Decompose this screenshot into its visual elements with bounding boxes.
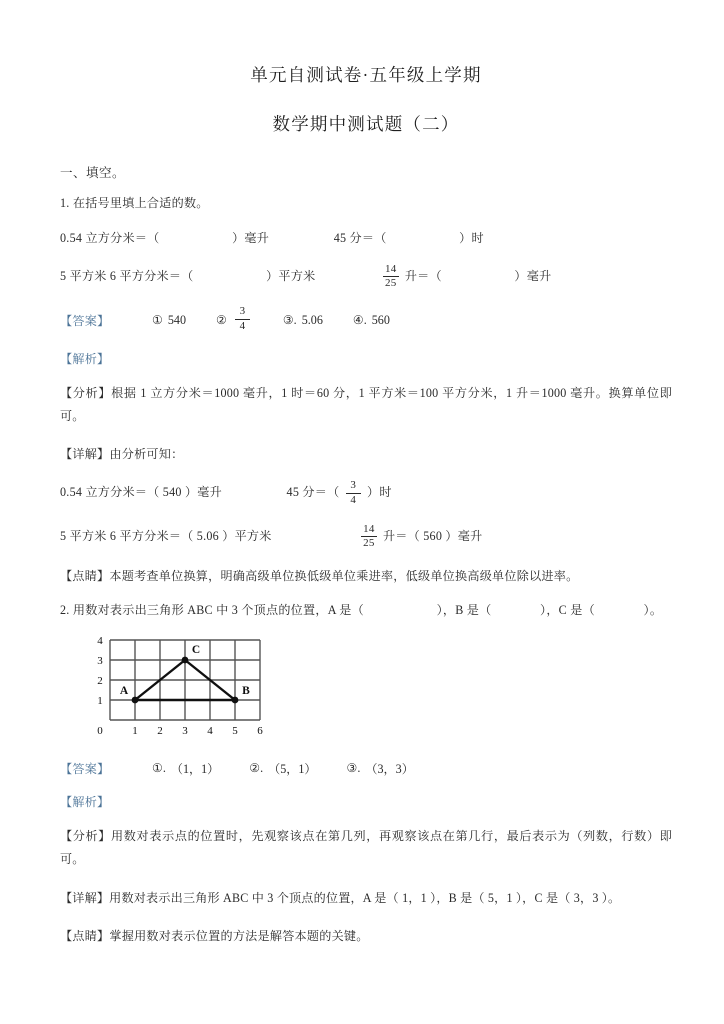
q1-l2-a-end: ）平方米 bbox=[266, 269, 316, 284]
answer-item bbox=[249, 760, 316, 777]
x-tick-1: 1 bbox=[132, 724, 138, 737]
answer-item bbox=[347, 760, 414, 777]
question-2-solution: 【详解】用数对表示出三角形 ABC 中 3 个顶点的位置，A 是（ 1，1 ），B 是（ 5，1 ），C 是（ 3，3 ）。 bbox=[60, 890, 621, 905]
answer-value: 5.06 bbox=[301, 312, 323, 327]
answer-index: ②. bbox=[249, 760, 264, 775]
x-tick-5: 5 bbox=[232, 724, 238, 737]
q1-sol-l1-b: 45 分＝（ bbox=[286, 485, 340, 500]
vertex-label-b: B bbox=[242, 684, 250, 697]
page-title-main: 单元自测试卷·五年级上学期 bbox=[250, 65, 482, 85]
x-tick-6: 6 bbox=[257, 724, 263, 737]
analysis-label: 【解析】 bbox=[60, 794, 110, 809]
q1-l2-a: 5 平方米 6 平方分米＝（ bbox=[60, 269, 194, 284]
section-heading: 一、填空。 bbox=[60, 166, 125, 180]
answer-value: 540 bbox=[167, 312, 186, 327]
vertex-label-a: A bbox=[119, 684, 129, 697]
fraction-denominator: 4 bbox=[350, 493, 357, 506]
answer-item bbox=[283, 313, 323, 328]
q2-prompt-end: ）。 bbox=[643, 603, 663, 618]
question-1-analysis: 【分析】根据 1 立方分米＝1000 毫升，1 时＝60 分，1 平方米＝100 平方分米，1 升＝1000 毫升。换算单位即可。 bbox=[60, 385, 672, 424]
vertex-point-b bbox=[232, 696, 239, 703]
answer-value: （5，1） bbox=[268, 761, 317, 776]
coordinate-grid-figure bbox=[82, 634, 282, 742]
y-tick-3: 3 bbox=[97, 654, 103, 667]
answer-item bbox=[216, 307, 253, 334]
question-1-prompt-text: 在括号里填上合适的数。 bbox=[72, 196, 209, 210]
q1-l1-a: 0.54 立方分米＝（ bbox=[60, 230, 160, 245]
q2-prompt-b: ），B 是（ bbox=[436, 603, 492, 618]
question-1-prompt bbox=[60, 195, 672, 213]
fraction-3-4 bbox=[235, 306, 250, 333]
answer-index: ③. bbox=[282, 312, 297, 327]
y-tick-1: 1 bbox=[97, 694, 103, 707]
question-1-solution-head: 【详解】由分析可知： bbox=[60, 446, 184, 461]
vertex-point-c bbox=[182, 656, 189, 663]
fraction-numerator: 14 bbox=[385, 262, 397, 275]
question-1-blank-line-2 bbox=[60, 264, 672, 291]
question-1-blank-line-1 bbox=[60, 230, 672, 248]
q1-l1-b-end: ）时 bbox=[459, 230, 484, 245]
answer-item bbox=[353, 313, 390, 328]
question-1-solution-line-1 bbox=[60, 480, 672, 507]
answer-item bbox=[152, 313, 186, 328]
q1-l2-b: 升＝（ bbox=[404, 269, 442, 284]
x-tick-4: 4 bbox=[207, 724, 213, 737]
answer-index: ④. bbox=[352, 312, 367, 327]
q1-sol-l1-b-end: ）时 bbox=[367, 485, 392, 500]
question-2-figure-wrap bbox=[60, 634, 672, 744]
question-2-prompt bbox=[60, 602, 672, 620]
fraction-numerator: 3 bbox=[239, 305, 246, 318]
fraction-denominator: 25 bbox=[363, 537, 375, 550]
analysis-label: 【解析】 bbox=[60, 351, 110, 366]
fraction-denominator: 4 bbox=[239, 320, 246, 333]
question-1-solution-line-2 bbox=[60, 524, 672, 551]
fraction-numerator: 3 bbox=[350, 478, 357, 491]
q2-prompt-c: ），C 是（ bbox=[540, 603, 595, 618]
answer-label: 【答案】 bbox=[60, 761, 110, 776]
fraction-14-25 bbox=[361, 524, 377, 551]
answer-index: ③. bbox=[346, 760, 361, 775]
answer-value: （3，3） bbox=[365, 761, 414, 776]
q1-l1-a-end: ）毫升 bbox=[232, 230, 270, 245]
y-tick-4: 4 bbox=[97, 634, 103, 647]
question-2-tip: 【点睛】掌握用数对表示位置的方法是解答本题的关键。 bbox=[60, 928, 369, 943]
fraction-numerator: 14 bbox=[363, 522, 375, 535]
q1-sol-l2-b: 升＝（ 560 ）毫升 bbox=[382, 529, 483, 544]
vertex-point-a bbox=[132, 696, 139, 703]
vertex-label-c: C bbox=[191, 643, 201, 656]
answer-index: ① bbox=[152, 312, 163, 327]
x-tick-2: 2 bbox=[157, 724, 163, 737]
q1-l2-b-end: ）毫升 bbox=[514, 269, 552, 284]
question-2-answer-row bbox=[60, 760, 672, 777]
q1-sol-l1-a: 0.54 立方分米＝（ 540 ）毫升 bbox=[60, 485, 222, 500]
page-title-sub: 数学期中测试题（二） bbox=[272, 114, 460, 134]
answer-label: 【答案】 bbox=[60, 313, 110, 328]
question-1-number: 1. bbox=[60, 196, 70, 210]
answer-value: 560 bbox=[371, 312, 390, 327]
answer-value: （1，1） bbox=[170, 761, 220, 776]
y-tick-0: 0 bbox=[97, 724, 103, 737]
answer-item bbox=[152, 760, 219, 777]
fraction-denominator: 25 bbox=[385, 277, 397, 290]
fraction-3-4 bbox=[346, 480, 361, 507]
grid-lines bbox=[110, 640, 260, 720]
x-tick-3: 3 bbox=[182, 724, 188, 737]
q1-sol-l2-a: 5 平方米 6 平方分米＝（ 5.06 ）平方米 bbox=[60, 529, 272, 544]
q1-l1-b: 45 分＝（ bbox=[333, 230, 387, 245]
q2-prompt-a: 用数对表示出三角形 ABC 中 3 个顶点的位置，A 是（ bbox=[72, 603, 364, 618]
answer-index: ①. bbox=[152, 760, 166, 775]
answer-index: ② bbox=[215, 312, 227, 327]
question-1-tip: 【点睛】本题考查单位换算，明确高级单位换低级单位乘进率，低级单位换高级单位除以进率。 bbox=[60, 568, 579, 583]
y-tick-2: 2 bbox=[97, 674, 103, 687]
question-1-answer-row bbox=[60, 307, 672, 334]
question-2-number: 2. bbox=[60, 603, 70, 618]
question-2-analysis: 【分析】用数对表示点的位置时，先观察该点在第几列，再观察该点在第几行，最后表示为（列数，行数）即可。 bbox=[60, 828, 672, 867]
fraction-14-25 bbox=[383, 264, 399, 291]
